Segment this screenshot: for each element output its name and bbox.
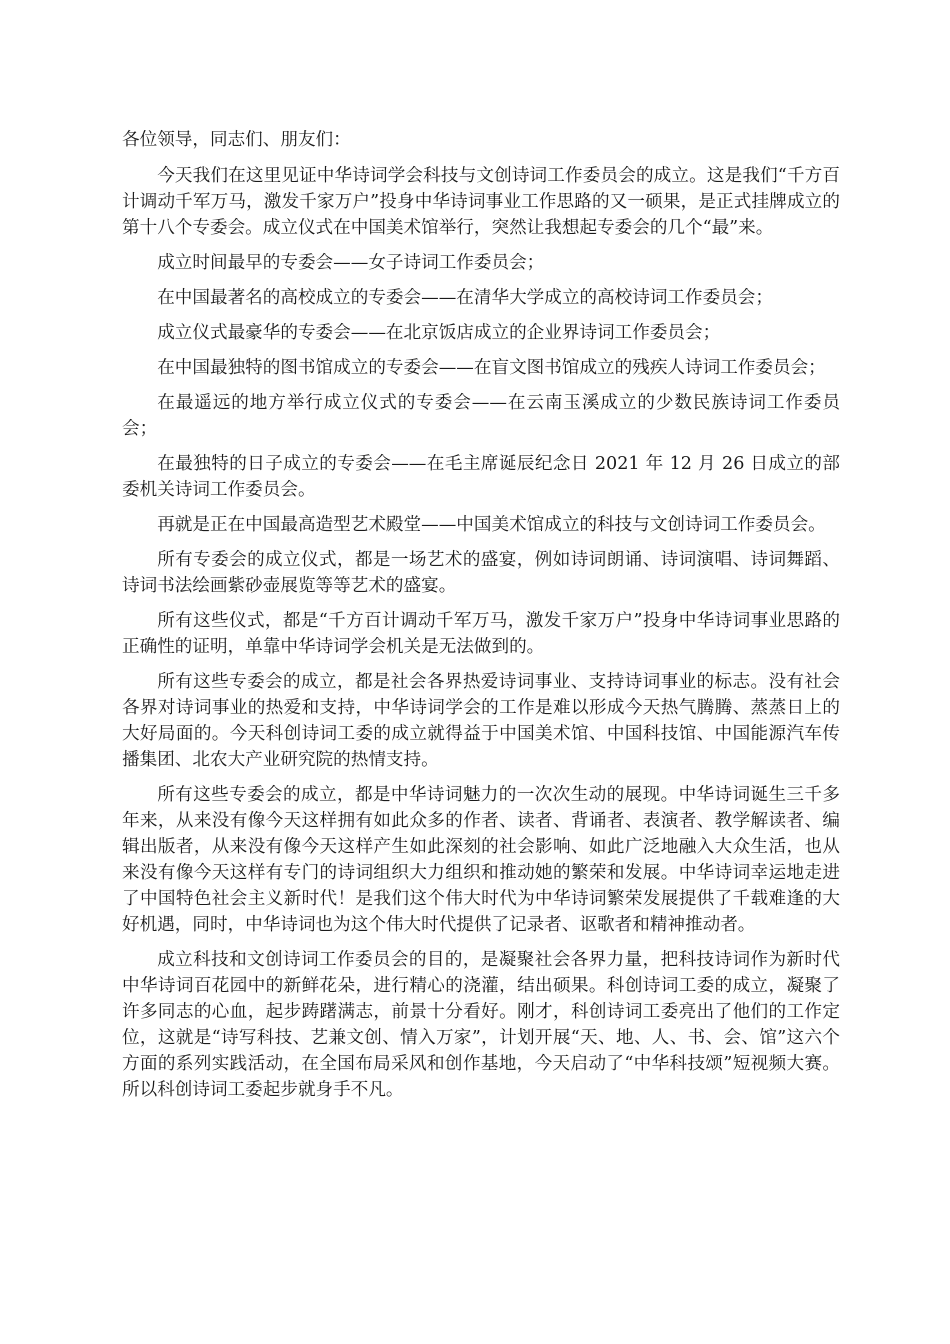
paragraph-charm: 所有这些专委会的成立，都是中华诗词魅力的一次次生动的展现。中华诗词诞生三千多年来，从来没有像今天这样拥有如此众多的作者、读者、背诵者、表演者、教学解读者、编辑出版者，从来没有像今天这样产生如此深刻的社会影响、如此广泛地融入大众生活，也从来没有像今天这样有专门的诗词组织大力组织和推动她的繁荣和发展。中华诗词幸运地走进了中国特色社会主义新时代！是我们这个伟大时代为中华诗词繁荣发展提供了千载难逢的大好机遇，同时，中华诗词也为这个伟大时代提供了记录者、讴歌者和精神推动者。 bbox=[122, 785, 840, 935]
paragraph-art-museum: 再就是正在中国最高造型艺术殿堂——中国美术馆成立的科技与文创诗词工作委员会。 bbox=[157, 515, 826, 535]
paragraph-purpose: 成立科技和文创诗词工作委员会的目的，是凝聚社会各界力量，把科技诗词作为新时代中华诗词百花园中的新鲜花朵，进行精心的浇灌，结出硕果。科创诗词工委的成立，凝聚了许多同志的心血，起步踌躇满志，前景十分看好。刚才，科创诗词工委亮出了他们的工作定位，这就是“诗写科技、艺兼文创、情入万家”，计划开展“天、地、人、书、会、馆”这六个方面的系列实践活动，在全国布局采风和创作基地，今天启动了“中华科技颂”短视频大赛。所以科创诗词工委起步就身手不凡。 bbox=[122, 950, 840, 1100]
speech-body bbox=[122, 127, 840, 1112]
paragraph-proof: 所有这些仪式，都是“千方百计调动千军万马，激发千家万户”投身中华诗词事业思路的正确性的证明，单靠中华诗词学会机关是无法做到的。 bbox=[122, 611, 840, 657]
paragraph-support: 所有这些专委会的成立，都是社会各界热爱诗词事业、支持诗词事业的标志。没有社会各界对诗词事业的热爱和支持，中华诗词学会的工作是难以形成今天热气腾腾、蒸蒸日上的大好局面的。今天科创诗词工委的成立就得益于中国美术馆、中国科技馆、中国能源汽车传播集团、北农大产业研究院的热情支持。 bbox=[122, 672, 840, 770]
paragraph-earliest: 成立时间最早的专委会——女子诗词工作委员会； bbox=[157, 253, 545, 273]
salutation: 各位领导，同志们、朋友们： bbox=[122, 130, 351, 150]
paragraph-library: 在中国最独特的图书馆成立的专委会——在盲文图书馆成立的残疾人诗词工作委员会； bbox=[157, 358, 826, 378]
paragraph-remote: 在最遥远的地方举行成立仪式的专委会——在云南玉溪成立的少数民族诗词工作委员会； bbox=[122, 393, 840, 439]
paragraph-art-feast: 所有专委会的成立仪式，都是一场艺术的盛宴，例如诗词朗诵、诗词演唱、诗词舞蹈、诗词书法绘画紫砂壶展览等等艺术的盛宴。 bbox=[122, 550, 840, 596]
paragraph-intro: 今天我们在这里见证中华诗词学会科技与文创诗词工作委员会的成立。这是我们“千方百计调动千军万马，激发千家万户”投身中华诗词事业工作思路的又一硕果，是正式挂牌成立的第十八个专委会。成立仪式在中国美术馆举行，突然让我想起专委会的几个“最”来。 bbox=[122, 166, 840, 238]
paragraph-luxurious: 成立仪式最豪华的专委会——在北京饭店成立的企业界诗词工作委员会； bbox=[157, 323, 721, 343]
paragraph-university: 在中国最著名的高校成立的专委会——在清华大学成立的高校诗词工作委员会； bbox=[157, 288, 773, 308]
paragraph-special-day: 在最独特的日子成立的专委会——在毛主席诞辰纪念日 2021 年 12 月 26 日成立的部委机关诗词工作委员会。 bbox=[122, 454, 840, 500]
